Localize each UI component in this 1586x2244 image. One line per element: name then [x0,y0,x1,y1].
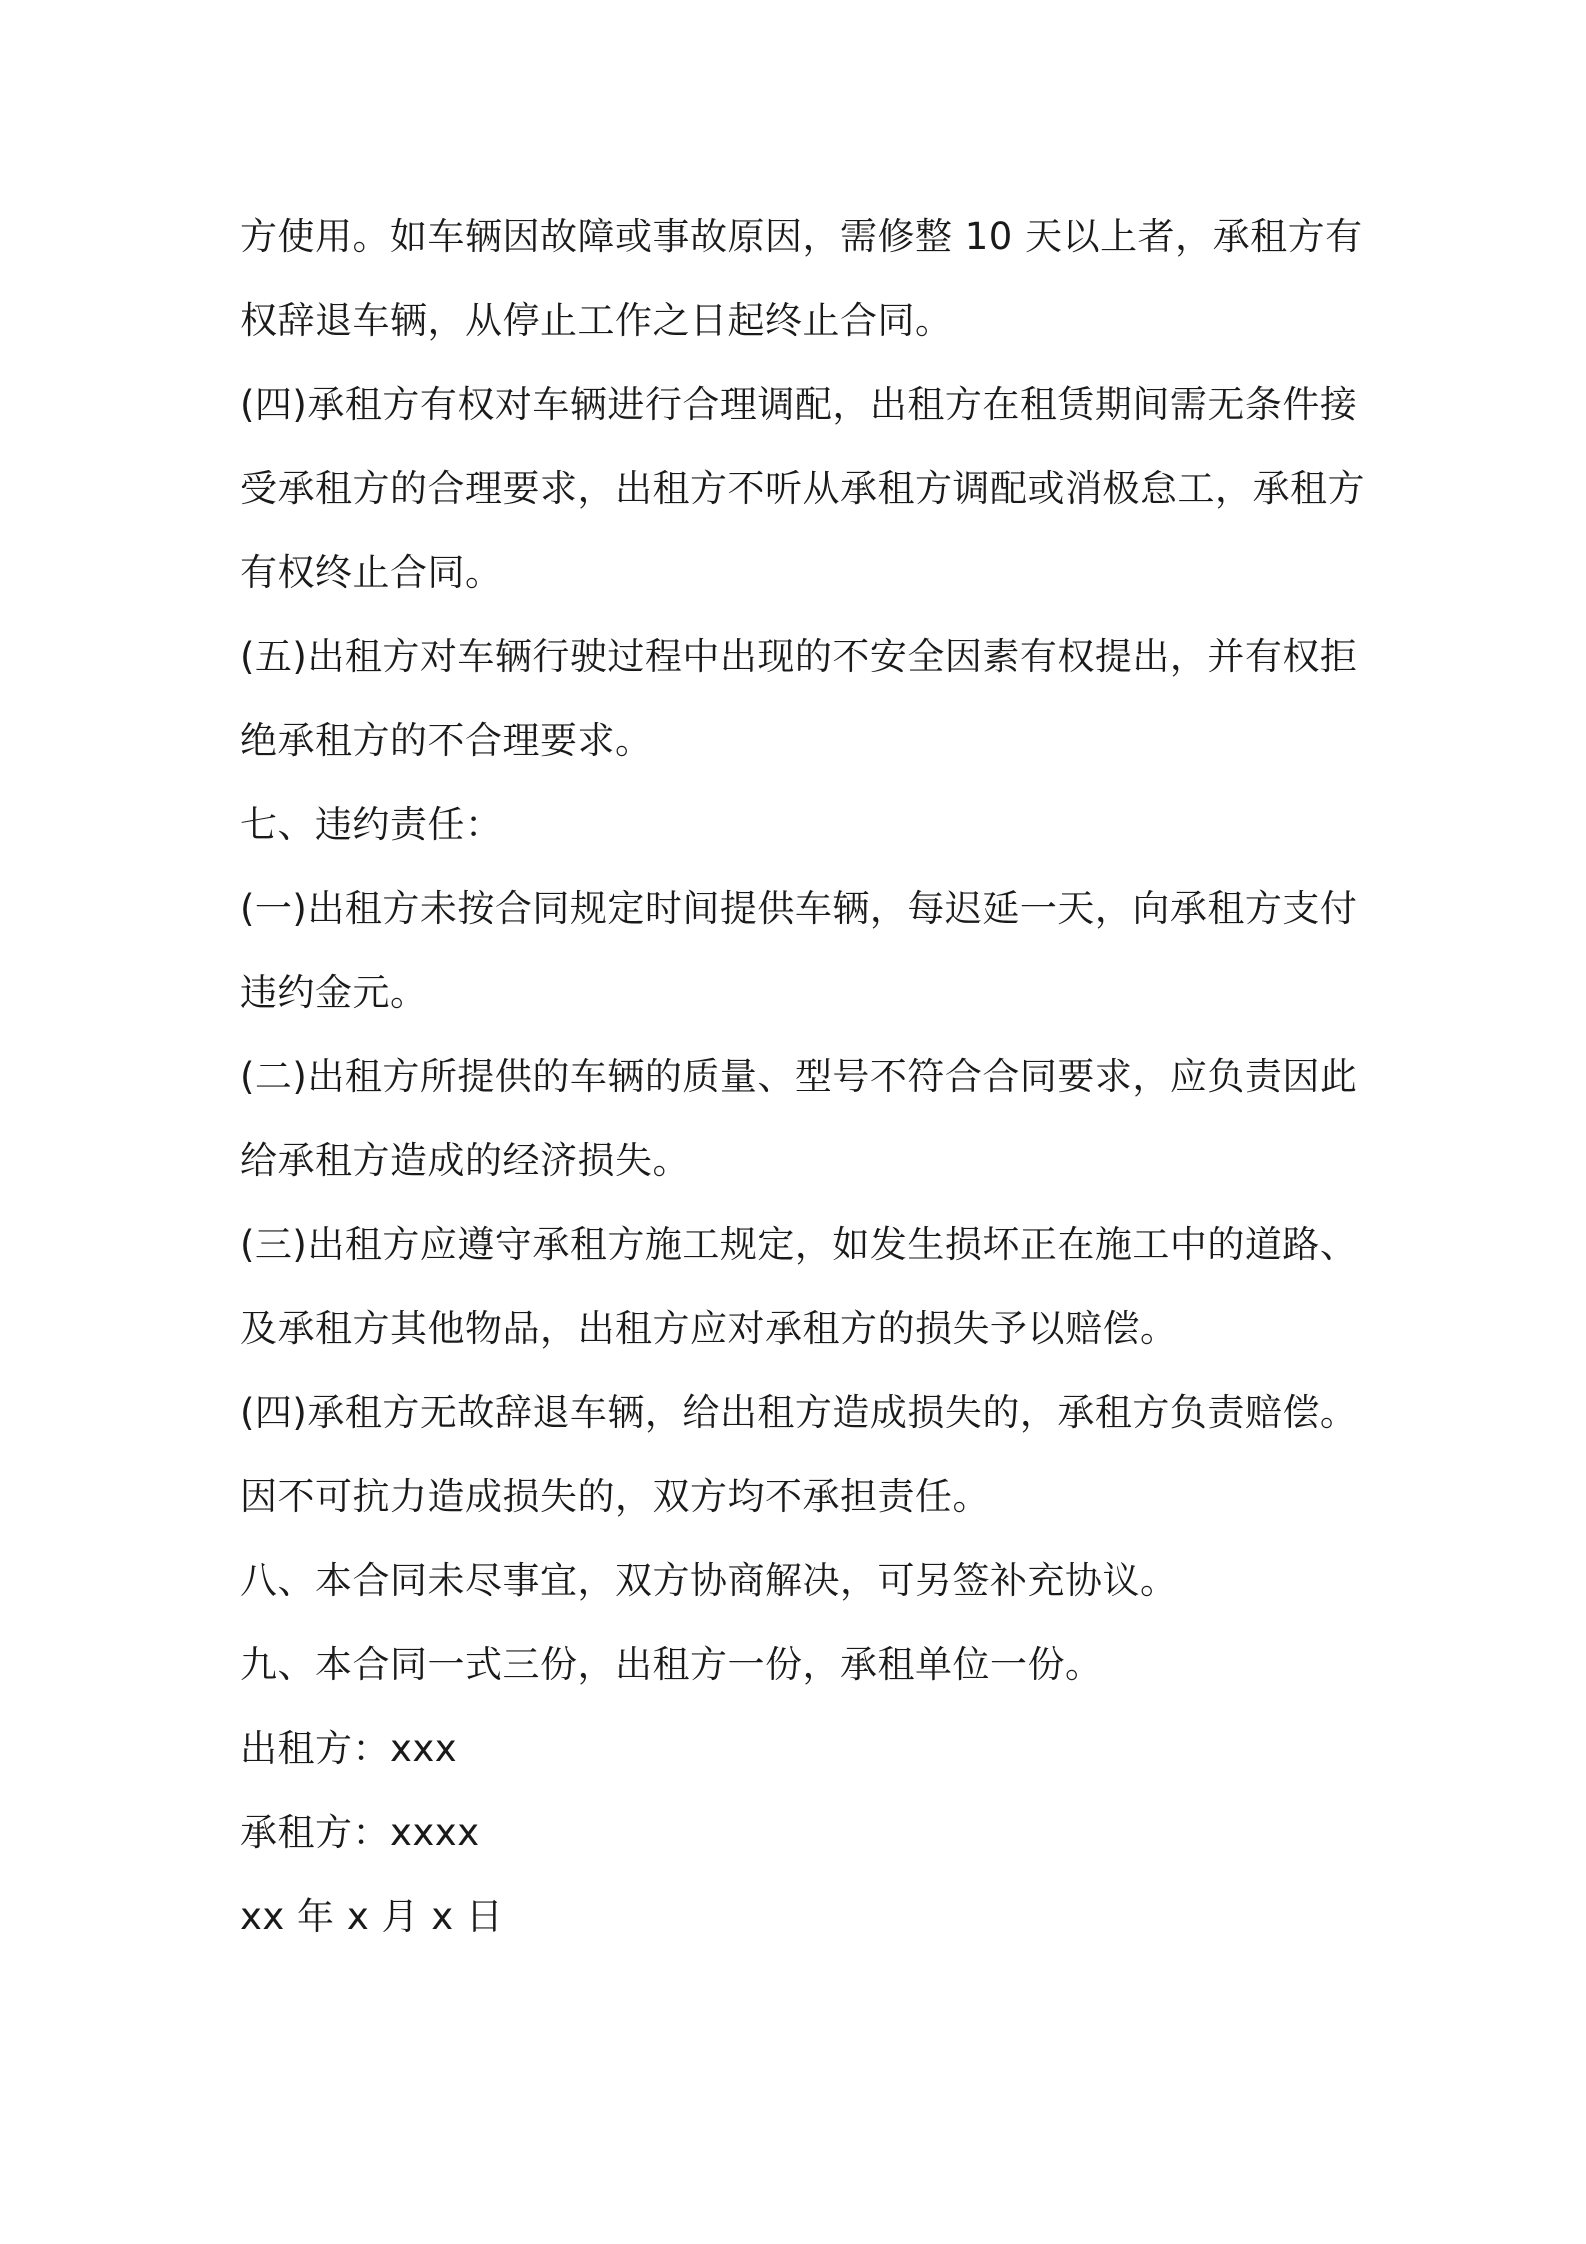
clause-nine: 九、本合同一式三份，出租方一份，承租单位一份。 [240,1643,1103,1686]
text-line: (一)出租方未按合同规定时间提供车辆，每迟延一天，向承租方支付 [240,887,1358,930]
lessor-signature-line: 出租方：xxx [240,1727,458,1770]
text-line: 权辞退车辆，从停止工作之日起终止合同。 [240,299,953,342]
contract-text-body [240,195,1365,1959]
text-line: 违约金元。 [240,971,428,1014]
text-line: 方使用。如车辆因故障或事故原因，需修整 10 天以上者，承租方有 [240,215,1363,258]
text-line: (三)出租方应遵守承租方施工规定，如发生损坏正在施工中的道路、 [240,1223,1358,1266]
clause-eight: 八、本合同未尽事宜，双方协商解决，可另签补充协议。 [240,1559,1178,1602]
text-line: 因不可抗力造成损失的，双方均不承担责任。 [240,1475,990,1518]
lessee-signature-line: 承租方：xxxx [240,1811,480,1854]
text-line: 有权终止合同。 [240,551,503,594]
text-line: 绝承租方的不合理要求。 [240,719,653,762]
text-line: 受承租方的合理要求，出租方不听从承租方调配或消极怠工，承租方 [240,467,1365,510]
date-line: xx 年 x 月 x 日 [240,1895,504,1938]
text-line: (二)出租方所提供的车辆的质量、型号不符合合同要求，应负责因此 [240,1055,1358,1098]
text-line: (四)承租方有权对车辆进行合理调配，出租方在租赁期间需无条件接 [240,383,1358,426]
text-line: (四)承租方无故辞退车辆，给出租方造成损失的，承租方负责赔偿。 [240,1391,1358,1434]
text-line: 给承租方造成的经济损失。 [240,1139,690,1182]
text-line: 及承租方其他物品，出租方应对承租方的损失予以赔偿。 [240,1307,1178,1350]
section-heading-breach-liability: 七、违约责任： [240,803,503,846]
text-line: (五)出租方对车辆行驶过程中出现的不安全因素有权提出，并有权拒 [240,635,1358,678]
